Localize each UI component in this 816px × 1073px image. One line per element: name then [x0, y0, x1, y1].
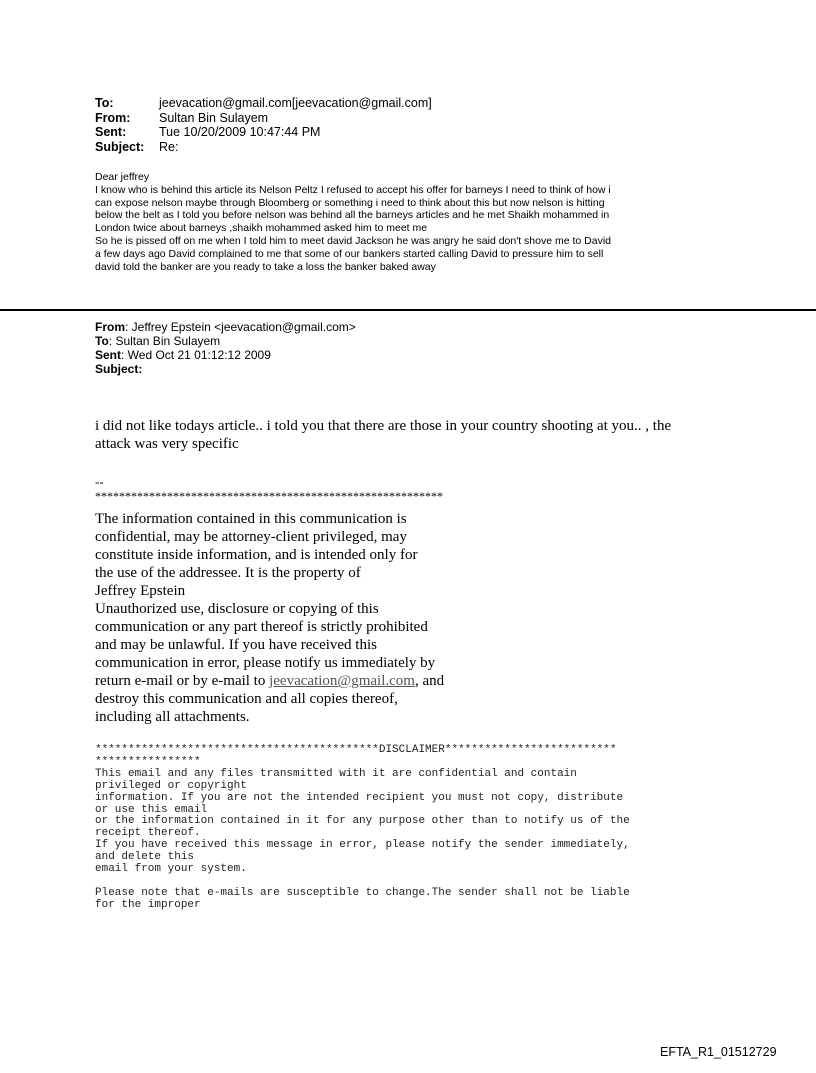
- reply-line: a few days ago David complained to me that some of our bankers started calling David to pressure him to sell: [95, 247, 604, 260]
- sent-label: Sent:: [95, 125, 127, 139]
- disclaimer-line: for the improper: [95, 898, 201, 911]
- confidentiality-line: constitute inside information, and is intended only for: [95, 547, 418, 563]
- reply-line: I know who is behind this article its Nelson Peltz I refused to accept his offer for barneys I need to think of how i: [95, 183, 611, 196]
- to-value: jeevacation@gmail.com[jeevacation@gmail.com]: [159, 96, 432, 110]
- reply-message-body: [95, 171, 735, 273]
- reply-line: david told the banker are you ready to take a loss the banker baked away: [95, 260, 436, 273]
- confidentiality-line: The information contained in this communication is: [95, 511, 407, 527]
- to-label: To:: [95, 96, 114, 110]
- reply-subject-row: [95, 140, 432, 155]
- original-from-label: From: [95, 320, 125, 334]
- message-divider: [0, 309, 816, 311]
- original-sent-label: Sent: [95, 348, 122, 362]
- original-message-body: [95, 417, 735, 453]
- sent-value: Tue 10/20/2009 10:47:44 PM: [159, 125, 321, 139]
- confidentiality-notice: [95, 510, 515, 726]
- original-from-value: : Jeffrey Epstein <jeevacation@gmail.com>: [125, 320, 356, 334]
- disclaimer-line: email from your system.: [95, 863, 247, 876]
- subject-value: Re:: [159, 139, 179, 154]
- signature-stars: **********************************************************: [95, 489, 443, 503]
- return-prefix: return e-mail or by e-mail to: [95, 673, 270, 689]
- disclaimer-line: and delete this: [95, 851, 195, 864]
- from-value: Sultan Bin Sulayem: [159, 110, 269, 125]
- original-subject-value: :: [138, 362, 143, 376]
- reply-line: So he is pissed off on me when I told him to meet david Jackson he was angry he said don't shove me to David: [95, 234, 612, 247]
- reply-line: can expose nelson maybe through Bloomberg or something i need to think about this but now nelson is hitting: [95, 196, 605, 209]
- email-link[interactable]: jeevacation@gmail.com: [269, 673, 415, 689]
- original-to-row: [95, 334, 356, 348]
- disclaimer-line: *******************************************DISCLAIMER**************************: [95, 744, 617, 756]
- confidentiality-line: communication in error, please notify us immediately by: [95, 655, 436, 671]
- original-sent-value: : Wed Oct 21 01:12:12 2009: [121, 348, 271, 362]
- disclaimer-line: This email and any files transmitted with it are confidential and contain: [95, 767, 577, 780]
- confidentiality-line: communication or any part thereof is strictly prohibited: [95, 619, 428, 635]
- reply-sent-row: [95, 125, 432, 140]
- original-subject-label: Subject: [95, 362, 139, 376]
- disclaimer-line: privileged or copyright: [95, 779, 247, 792]
- reply-to-row: [95, 96, 432, 111]
- original-from-row: [95, 320, 356, 334]
- disclaimer-line: information. If you are not the intended recipient you must not copy, distribute: [95, 791, 624, 804]
- document-id: EFTA_R1_01512729: [660, 1045, 777, 1059]
- confidentiality-line: Unauthorized use, disclosure or copying of this: [95, 601, 379, 617]
- disclaimer-line: ****************: [95, 755, 201, 768]
- confidentiality-line: the use of the addressee. It is the property of: [95, 565, 361, 581]
- original-line: attack was very specific: [95, 436, 239, 452]
- disclaimer-line: or use this email: [95, 803, 208, 816]
- original-email-header: [95, 320, 356, 376]
- reply-line: London twice about barneys ,shaikh mohammed asked him to meet me: [95, 222, 428, 235]
- disclaimer-line: If you have received this message in error, please notify the sender immediately,: [95, 839, 630, 852]
- confidentiality-line: and may be unlawful. If you have received this: [95, 637, 377, 653]
- reply-email-header: [95, 96, 432, 154]
- disclaimer-block: [95, 745, 735, 912]
- original-subject-row: [95, 362, 356, 376]
- confidentiality-return-line: [95, 672, 515, 690]
- original-line: i did not like todays article.. i told you that there are those in your country shooting at you.. , the: [95, 418, 672, 434]
- from-label: From:: [95, 110, 131, 125]
- confidentiality-line: confidential, may be attorney-client privileged, may: [95, 529, 407, 545]
- original-to-label: To: [95, 334, 109, 348]
- subject-label: Subject:: [95, 139, 145, 154]
- signature-dashes: --: [95, 474, 104, 489]
- reply-line: below the belt as I told you before nelson was behind all the barneys articles and he met Shaikh mohammed in: [95, 209, 610, 222]
- confidentiality-line: Jeffrey Epstein: [95, 583, 186, 599]
- original-sent-row: [95, 348, 356, 362]
- disclaimer-line: receipt thereof.: [95, 827, 201, 840]
- disclaimer-line: Please note that e-mails are susceptible to change.The sender shall not be liable: [95, 886, 630, 899]
- confidentiality-line: destroy this communication and all copies thereof,: [95, 691, 398, 707]
- reply-line: Dear jeffrey: [95, 171, 150, 183]
- disclaimer-line: or the information contained in it for any purpose other than to notify us of the: [95, 815, 630, 828]
- reply-from-row: [95, 111, 432, 126]
- return-suffix: , and: [414, 673, 445, 689]
- confidentiality-line: including all attachments.: [95, 709, 250, 725]
- original-to-value: : Sultan Bin Sulayem: [108, 334, 221, 348]
